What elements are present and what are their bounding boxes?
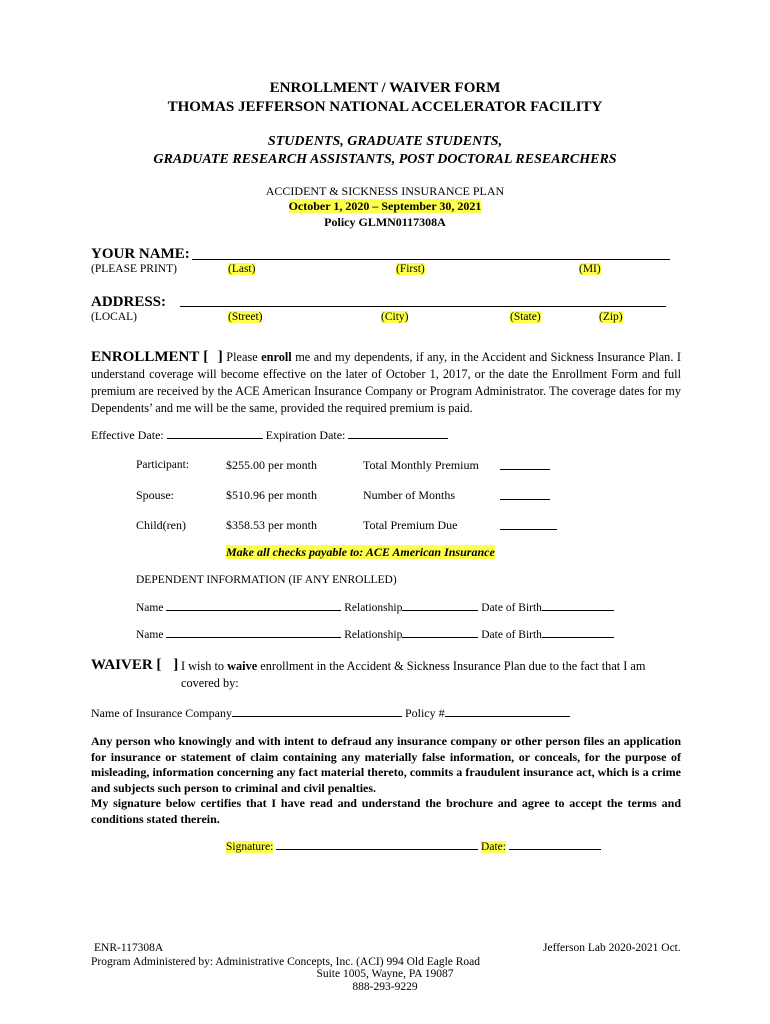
enrollment-text: me and my dependents, if any, in the Accident and Sickness Insurance Plan. I understand coverage will become effective on the later of October 1, 2017, or the date the Enrollment Form and full premium are received by the ACE American Insurance Company or Program Administrator. The coverage dates for my Dependents’ and me will be the same, provided the required premium is paid. xyxy=(91,350,681,415)
your-name-label: YOUR NAME: xyxy=(91,246,190,262)
premium-input-2[interactable] xyxy=(500,529,557,530)
effective-date-row xyxy=(91,428,448,443)
signature-label: Signature: xyxy=(226,841,274,853)
plan-name: ACCIDENT & SICKNESS INSURANCE PLAN xyxy=(265,184,505,198)
dependent-name-label: Name xyxy=(136,629,164,641)
dependent-row-2 xyxy=(136,627,614,641)
expiration-date-label: Expiration Date: xyxy=(265,428,346,442)
signature-date-label: Date: xyxy=(481,841,506,853)
waiver-bracket-close: ] xyxy=(173,657,179,673)
plan-dates-wrap xyxy=(0,199,770,214)
waiver-text-a: I wish to xyxy=(181,659,225,673)
premium-input-1[interactable] xyxy=(500,499,550,500)
policy-number-input[interactable] xyxy=(445,706,570,717)
checks-note-wrap xyxy=(226,545,495,560)
expiration-date-input[interactable] xyxy=(348,428,448,439)
dependent-relationship-input[interactable] xyxy=(402,627,478,638)
enrollment-label: ENROLLMENT [ xyxy=(91,349,209,365)
certify-text: My signature below certifies that I have read and understand the brochure and agree to accept the terms and conditions stated therein. xyxy=(91,796,681,826)
premium-field-1: Number of Months xyxy=(363,488,455,502)
dependent-name-input[interactable] xyxy=(166,627,341,638)
administrator-line: Program Administered by: Administrative Concepts, Inc. (ACI) 994 Old Eagle Road xyxy=(91,956,481,968)
address-input-line[interactable] xyxy=(180,306,666,307)
dependent-relationship-label: Relationship xyxy=(344,602,403,614)
first-name-label: (First) xyxy=(396,263,425,275)
city-label: (City) xyxy=(381,311,409,323)
dependent-name-label: Name xyxy=(136,602,164,614)
please-print-label: (PLEASE PRINT) xyxy=(91,263,177,275)
name-input-line[interactable] xyxy=(192,259,670,260)
facility-title: THOMAS JEFFERSON NATIONAL ACCELERATOR FACILITY xyxy=(167,99,603,115)
form-title: ENROLLMENT / WAIVER FORM xyxy=(269,80,501,96)
dependent-row-1 xyxy=(136,600,614,614)
waiver-text-1 xyxy=(181,659,645,674)
effective-date-label: Effective Date: xyxy=(91,428,164,442)
dependent-dob-input[interactable] xyxy=(542,627,614,638)
waiver-label-wrap xyxy=(91,657,178,674)
administrator-suite: Suite 1005, Wayne, PA 19087 xyxy=(316,968,454,980)
signature-date-input[interactable] xyxy=(509,839,601,850)
premium-input-0[interactable] xyxy=(500,469,550,470)
street-label: (Street) xyxy=(228,311,263,323)
fraud-notice: Any person who knowingly and with intent to defraud any insurance company or other person files an application for insurance or statement of claim containing any materially false information, or conceals, for the purpose of misleading, information concerning any fact material thereto, commits a fraudulent insurance act, which is a crime and subjects such person to criminal and civil penalties. xyxy=(91,734,681,795)
local-label: (LOCAL) xyxy=(91,311,137,323)
dependent-dob-input[interactable] xyxy=(542,600,614,611)
premium-who-1: Spouse: xyxy=(136,488,175,502)
effective-date-input[interactable] xyxy=(167,428,263,439)
premium-field-0: Total Monthly Premium xyxy=(363,458,479,472)
premium-amount-2: $358.53 per month xyxy=(226,518,317,532)
address-label: ADDRESS: xyxy=(91,294,167,310)
premium-who-0: Participant: xyxy=(136,459,190,471)
waiver-text-b: enrollment in the Accident & Sickness Insurance Plan due to the fact that I am xyxy=(260,659,646,673)
waive-word: waive xyxy=(227,659,258,673)
administrator-phone: 888-293-9229 xyxy=(352,981,418,993)
last-name-label: (Last) xyxy=(228,263,256,275)
signature-input[interactable] xyxy=(276,839,478,850)
form-code: ENR-117308A xyxy=(94,942,164,954)
plan-dates: October 1, 2020 – September 30, 2021 xyxy=(288,199,482,213)
mi-label: (MI) xyxy=(579,263,601,275)
enroll-word: enroll xyxy=(261,350,292,364)
dependent-name-input[interactable] xyxy=(166,600,341,611)
waiver-label: WAIVER [ xyxy=(91,657,162,673)
premium-amount-0: $255.00 per month xyxy=(226,458,317,472)
dependent-relationship-label: Relationship xyxy=(344,629,403,641)
insurance-company-row xyxy=(91,706,570,721)
policy-number-label: Policy # xyxy=(404,706,445,720)
checks-note: Make all checks payable to: ACE American Insurance xyxy=(226,545,495,559)
dependent-relationship-input[interactable] xyxy=(402,600,478,611)
state-label: (State) xyxy=(510,311,541,323)
footer-right: Jefferson Lab 2020-2021 Oct. xyxy=(543,942,681,954)
waiver-text-c: covered by: xyxy=(181,676,239,690)
policy-number: Policy GLMN0117308A xyxy=(324,215,446,229)
signature-row xyxy=(226,839,601,853)
dependent-title: DEPENDENT INFORMATION (IF ANY ENROLLED) xyxy=(136,574,397,586)
insurance-company-input[interactable] xyxy=(232,706,402,717)
premium-field-2: Total Premium Due xyxy=(363,518,458,532)
dependent-dob-label: Date of Birth xyxy=(481,602,542,614)
premium-who-2: Child(ren) xyxy=(136,518,186,532)
insurance-company-label: Name of Insurance Company xyxy=(91,706,232,720)
enrollment-bracket-close: ] xyxy=(217,349,223,365)
enrollment-please: Please xyxy=(226,350,258,364)
dependent-dob-label: Date of Birth xyxy=(481,629,542,641)
zip-label: (Zip) xyxy=(599,311,623,323)
enrollment-paragraph xyxy=(91,349,681,417)
audience-line-1: STUDENTS, GRADUATE STUDENTS, xyxy=(267,134,503,149)
audience-line-2: GRADUATE RESEARCH ASSISTANTS, POST DOCTORAL RESEARCHERS xyxy=(153,152,617,167)
premium-amount-1: $510.96 per month xyxy=(226,488,317,502)
